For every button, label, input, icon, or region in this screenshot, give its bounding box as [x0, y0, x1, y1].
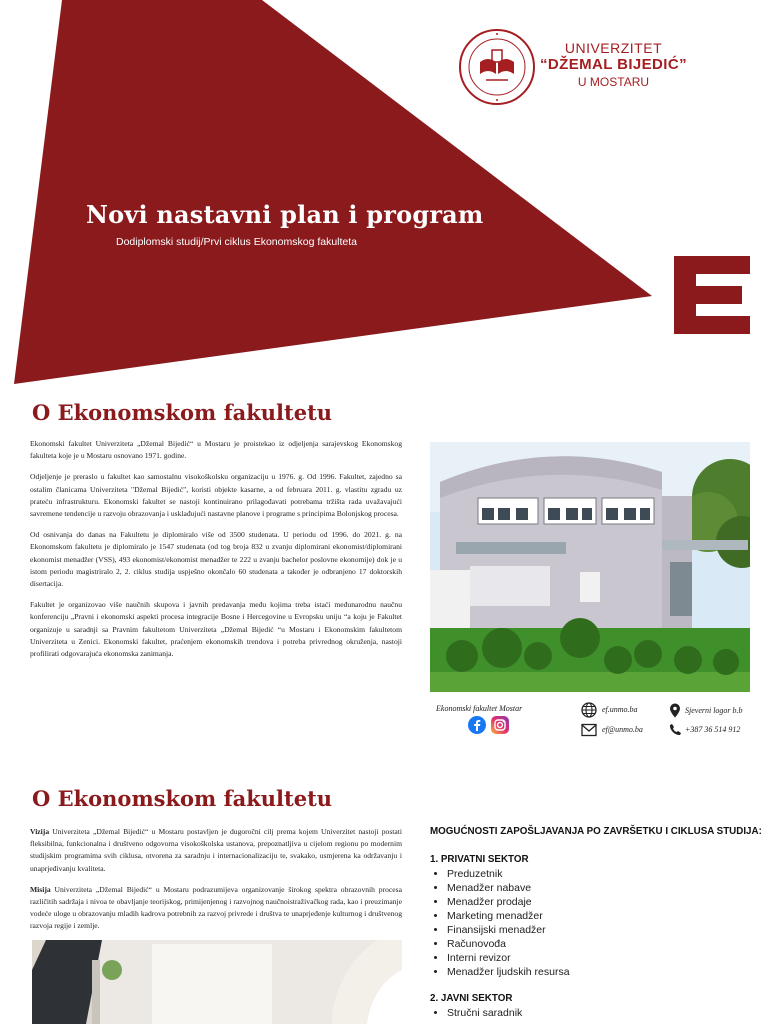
public-sector-heading: 2. JAVNI SEKTOR	[430, 993, 513, 1004]
mission-label: Misija	[30, 884, 51, 894]
faculty-building-photo	[430, 442, 750, 692]
location-pin-icon	[669, 703, 681, 718]
list-item: • Preduzetnik	[447, 867, 570, 881]
vision-label: Vizija	[30, 827, 50, 836]
mission-paragraph	[30, 884, 402, 933]
university-seal-icon	[458, 28, 536, 106]
list-item: • Finansijski menadžer	[447, 923, 570, 937]
list-item: • Marketing menadžer	[447, 909, 570, 923]
university-line2: “DŽEMAL BIJEDIĆ”	[540, 56, 687, 73]
globe-icon	[581, 702, 597, 718]
section1-body	[30, 438, 402, 669]
public-sector-list	[431, 1006, 522, 1020]
contact-name: Ekonomski fakultet Mostar	[436, 704, 523, 713]
section1-paragraph: Fakultet je organizovao više naučnih skupova i javnih predavanja među kojima treba istaći međunarodnu naučnu konferenciju „Pravni i ekonomski aspekti procesa integracije Bosne i Hercegovine u Evropsku uniju “a koju je Fakultet organizuje u saradnji sa Pravnim fakultetom Univerziteta „Džemal Bijedić “u Mostaru i Ekonomskim fakultetom Univerziteta u Zenici. Ekonomski fakultet, praćenjem ekonomskih trendova i potreba privrednog okruženja, nastoji profilirati odgovarajuća ekonomska zanimanja.	[30, 600, 402, 659]
contact-address: Sjeverni logor b.b	[685, 706, 743, 715]
contact-website[interactable]: ef.unmo.ba	[602, 705, 638, 714]
mission-text: Univerziteta „Džemal Bijedić“ u Mostaru podrazumijeva organizovanje širokog spektra obrazovnih procesa različitih sadržaja i nivoa te obavljanje teorijskog, primijenjenog i razvojnog naučnoistraživačkog rada, kao i preuzimanje vodeće uloge u obrazovanju mladih kadrova potrebnih za razvoj privrede i društva te unaprjeđenje kulturnog i društvenog razvoja regije i zemlje.	[30, 884, 402, 931]
list-item: • Menadžer ljudskih resursa	[447, 965, 570, 979]
page-subtitle: Dodiplomski studij/Prvi ciklus Ekonomskog fakulteta	[116, 236, 358, 248]
private-sector-heading: 1. PRIVATNI SEKTOR	[430, 854, 529, 865]
contact-phone: +387 36 514 912	[685, 725, 741, 734]
instagram-icon[interactable]	[491, 716, 509, 734]
section1-paragraph: Ekonomski fakultet Univerziteta „Džemal Bijedić“ u Mostaru je proistekao iz odjeljenja sarajevskog Ekonomskog fakulteta koje je u Mostaru osnovano 1971. godine.	[30, 439, 402, 461]
university-line1: UNIVERZITET	[564, 40, 663, 56]
office-photo	[32, 940, 402, 1024]
brand-letter-e-icon	[674, 256, 750, 334]
section1-paragraph: Od osnivanja do danas na Fakultetu je diplomiralo više od 3500 studenata. U periodu od 1996. do 2021. g. na Ekonomskom fakultetu je diplomiralo je 1547 studenata (od tog broja 832 u zvanju diplomirani ekonomist/diplomirani ekonomist menadžer (VSS), 493 ekonomist/ekonomist menadžer te 222 u zvanju bachelor poslovne ekonomije) dok je u istom periodu magistriralo 2, 2. ciklus studija uspješno okončalo 60 studenata a također je odbranjeno 17 doktorskih disertacija.	[30, 530, 402, 589]
phone-icon	[669, 723, 682, 736]
page-title: Novi nastavni plan i program	[86, 200, 484, 229]
contact-email[interactable]: ef@unmo.ba	[602, 725, 643, 734]
list-item: • Menadžer nabave	[447, 881, 570, 895]
section1-title: O Ekonomskom fakultetu	[32, 400, 333, 425]
facebook-icon[interactable]	[468, 716, 486, 734]
mail-icon	[581, 723, 597, 737]
section2-title: O Ekonomskom fakultetu	[32, 786, 333, 811]
employment-heading: MOGUĆNOSTI ZAPOŠLJAVANJA PO ZAVRŠETKU I CIKLUSA STUDIJA:	[430, 826, 762, 837]
section2-body	[30, 826, 402, 942]
private-sector-list	[431, 867, 570, 979]
list-item: • Menadžer prodaje	[447, 895, 570, 909]
university-name	[540, 40, 687, 89]
university-line3: U MOSTARU	[577, 75, 650, 89]
list-item: • Računovođa	[447, 937, 570, 951]
list-item: • Interni revizor	[447, 951, 570, 965]
section1-paragraph: Odjeljenje je preraslo u fakultet kao samostalnu visokoškolsku organizaciju u 1976. g. Od 1996. Fakultet, zajedno sa ostalim članicama Univerziteta "Džemal Bijedić", koristi objekte kasarne, a od februara 2011. g. vlastitu zgradu uz prateću infrastrukturu. Ekonomski fakultet se nastoji kontinuirano prilagođavati potrebama tržišta rada uvažavajući savremene tendencije u razvoju obrazovanja i usklađujući nastavne planove i programe s principima Bolonjskog procesa.	[30, 472, 402, 519]
vision-paragraph	[30, 826, 402, 875]
list-item: • Stručni saradnik	[447, 1006, 522, 1020]
vision-text: Univerziteta „Džemal Bijedić“ u Mostaru postavljen je dugoročni cilj prema kojem Univerzitet nastoji postati fleksibilna, funkcionalna i društveno odgovorna visokoškolska ustanova, prepoznatljiva u cijelom regionu po modernim studijskim programima svih ciklusa, otvorena za saradnju i internacionalizaciju te, svakako, usmjerena ka održavanju i unaprjeđivanju kvaliteta.	[30, 827, 402, 873]
